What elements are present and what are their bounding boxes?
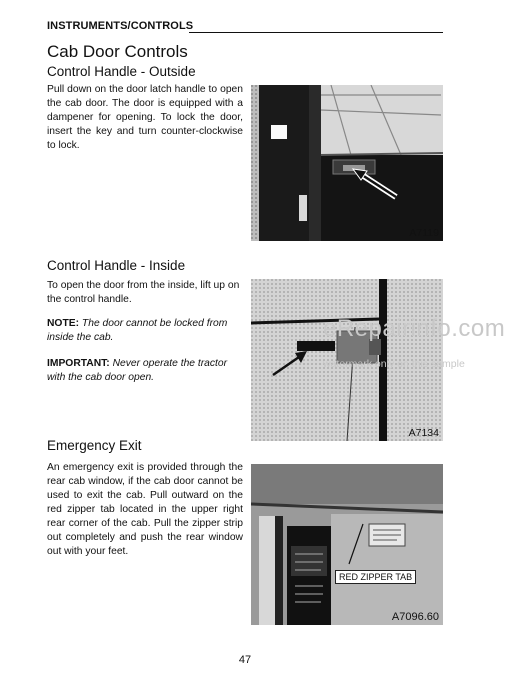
page-title: Cab Door Controls (47, 42, 188, 61)
figure-id-outside: A7119 (409, 227, 439, 239)
section-heading-outside: Control Handle - Outside (47, 64, 196, 79)
section-heading-emergency: Emergency Exit (47, 438, 142, 453)
important-paragraph (47, 357, 243, 385)
page-header (47, 20, 443, 36)
section-body-emergency: An emergency exit is provided through the rear cab window, if the cab door cannot be used to exit the cab. Pull outward on the red zipper tab located in the upper right rear corner of the cab. Pull the zipper strip out completely and push the rear window out with your feet. (47, 462, 243, 557)
note-text: The door cannot be locked from inside the cab. (47, 318, 228, 343)
important-text: Never operate the tractor with the cab door open. (47, 358, 228, 383)
section-heading-inside: Control Handle - Inside (47, 258, 186, 273)
page-number: 47 (238, 654, 252, 666)
photo-emergency-exit (251, 464, 443, 625)
note-paragraph (47, 317, 243, 345)
header-rule (189, 32, 443, 33)
section-body-inside: To open the door from the inside, lift up on the control handle. (47, 280, 240, 305)
section-header: INSTRUMENTS/CONTROLS (47, 20, 194, 32)
important-label: IMPORTANT: (47, 358, 110, 369)
figure-id-emergency: A7096.60 (391, 611, 439, 623)
note-label: NOTE: (47, 318, 80, 329)
section-body-outside: Pull down on the door latch handle to open the cab door. The door is equipped with a dampener for opening. To lock the door, insert the key and turn counter-clockwise to lock. (47, 84, 243, 151)
callout-red-zipper-tab: RED ZIPPER TAB (335, 570, 416, 584)
figure-id-inside: A7134 (408, 427, 439, 439)
watermark-note: watermark only on this sample (323, 358, 465, 370)
watermark-site: eRepairinfo.com (323, 315, 506, 342)
photo-outside-handle (251, 85, 443, 241)
